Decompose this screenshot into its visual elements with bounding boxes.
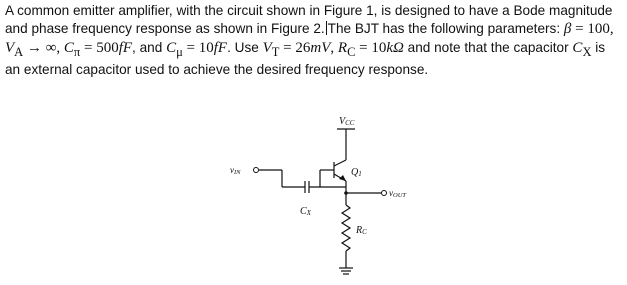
vt-unit: mV [310,39,331,56]
vin-label [230,165,241,176]
vin-label-sub: IN [234,169,241,176]
rc-label-main: R [356,225,363,236]
rc-resistor [342,205,350,251]
cpi-unit: fF [118,39,133,56]
cmu-sub: μ [176,44,183,59]
cmu-symbol: C [166,39,177,56]
is-word: is [591,39,606,55]
va-sub: A [14,44,24,59]
vt-sub: T [271,44,280,59]
rc-value: = 10 [355,39,387,56]
cx-label [300,206,312,217]
use-word: . Use [227,39,263,55]
beta-symbol: β [563,21,572,38]
vin-terminal [254,168,259,173]
vout-label-sub: OUT [393,192,407,199]
rc-label [355,225,367,236]
comma-1: , [330,39,338,56]
cpi-symbol: C [63,39,74,56]
rc-label-sub: C [362,228,367,236]
q1-label-sub: 1 [358,170,362,178]
cmu-unit: fF [213,39,228,56]
vout-terminal [382,191,387,196]
line2-text-a: and phase frequency response as shown in Figure 2. [5,21,325,37]
vout-label-main: v [389,188,393,198]
vcc-label-sub: CC [345,119,355,127]
rc-symbol: R [337,39,348,56]
q1-label [351,167,362,178]
q1-label-main: Q [351,167,359,178]
line4-text: an external capacitor used to achieve the desired frequency response. [5,61,429,77]
note-text: and note that the capacitor [403,39,573,55]
va-value: → ∞, [23,39,64,56]
vin-label-main: v [230,165,234,175]
vt-symbol: V [262,39,272,56]
va-symbol: V [5,39,15,56]
vcc-label-main: V [339,116,346,127]
q1-emitter-arrow [339,175,346,181]
cx-label-main: C [300,206,307,217]
cpi-sub: π [73,44,81,59]
rc-unit: kΩ [386,39,404,56]
cmu-value: = 10 [182,39,214,56]
beta-value: = 100, [571,21,614,38]
vout-label [389,188,406,199]
cx-sub: X [582,44,592,59]
cx-symbol: C [572,39,583,56]
rc-sub: C [347,44,356,59]
cpi-value: = 500 [80,39,119,56]
line2-text-b: The BJT has the following parameters: [327,21,564,37]
vt-value: = 26 [279,39,311,56]
q1-collector [334,160,346,166]
vcc-label [339,116,355,127]
line1-text: A common emitter amplifier, with the circuit shown in Figure 1, is designed to have a Bode magnitude [5,3,613,18]
cx-label-sub: X [306,209,311,217]
emitter-node [344,191,348,195]
and-word: , and [132,39,167,55]
